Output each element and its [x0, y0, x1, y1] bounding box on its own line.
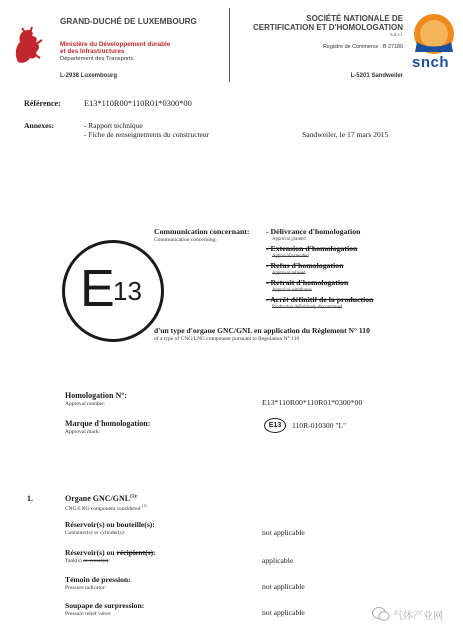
- department-name: Département des Transports: [60, 56, 134, 62]
- lion-crest-logo: [8, 24, 48, 66]
- approval-mark-label: Marque d'homologation:: [65, 419, 151, 428]
- row-container-value: not applicable: [262, 528, 305, 537]
- approval-mark-value: 110R-010300 "L": [292, 421, 347, 430]
- ministry-line-2: et des Infrastructures: [60, 48, 125, 55]
- org-line-1: SOCIÉTÉ NATIONALE DE: [306, 14, 403, 23]
- option-approval-refused: - Refus d'homologation: [266, 261, 344, 270]
- option-production-discontinued-en: Production definitively discontinued: [272, 305, 343, 310]
- section-number: 1.: [27, 494, 33, 503]
- emark-letter: E: [80, 260, 115, 318]
- reference-value: E13*110R00*110R01*0300*00: [84, 99, 192, 108]
- annexes-label: Annexes:: [24, 121, 54, 130]
- option-production-discontinued: - Arrêt définitif de la production: [266, 295, 374, 304]
- row-tank-label: Réservoir(s) ou récipient(s):: [65, 548, 156, 557]
- org-suffix: s.à r.l.: [390, 33, 403, 38]
- approval-number-label-en: Approval number:: [65, 401, 106, 407]
- communication-label-en: Communication concerning:: [154, 237, 217, 243]
- snch-logo: [411, 12, 457, 74]
- section-title-en-text: CNG/LNG component considered: [65, 505, 141, 512]
- header-divider: [229, 8, 230, 82]
- option-approval-granted: - Délivrance d'homologation: [266, 227, 361, 236]
- communication-label: Communication concernant:: [154, 227, 250, 236]
- row-pressure-indicator-value: not applicable: [262, 582, 305, 591]
- section-title-en: [65, 503, 148, 512]
- chat-bubble-icon: [372, 606, 390, 622]
- right-address: L-5201 Sandweiler: [350, 73, 403, 79]
- row-relief-valve-label: Soupape de surpression:: [65, 601, 145, 610]
- row-pressure-indicator-label: Témoin de pression:: [65, 575, 131, 584]
- option-approval-withdrawn: - Retrait d'homologation: [266, 278, 349, 287]
- row-relief-valve-label-en: Pressure relief valve:: [65, 611, 112, 617]
- emark-number: 13: [113, 276, 142, 306]
- approval-mark-badge: E13: [264, 418, 286, 433]
- option-approval-refused-en: Approval refused: [272, 271, 306, 276]
- option-approval-granted-en: Approval granted: [272, 237, 306, 242]
- row-tank-value: applicable: [262, 556, 294, 565]
- approval-mark-label-en: Approval mark:: [65, 429, 100, 435]
- registry-number: Registre de Commerce : B 27180: [323, 44, 403, 50]
- watermark-text: 气体产业网: [393, 610, 443, 622]
- place-date: Sandweiler, le 17 mars 2015: [302, 130, 389, 139]
- reference-label: Référence:: [24, 99, 61, 108]
- approval-number-value: E13*110R00*110R01*0300*00: [262, 398, 363, 407]
- row-tank-label-en: Tank(s) or vessel(s):: [65, 558, 110, 564]
- section-title-sup: (1):: [130, 494, 138, 500]
- option-approval-extended-en: Approval extended: [272, 254, 309, 259]
- regulation-statement: d'un type d'organe GNC/GNL en application du Règlement N° 110: [154, 326, 370, 335]
- ministry-line-1: Ministère du Développement durable: [60, 41, 171, 48]
- annex-item-2: - Fiche de renseignements du constructeur: [84, 130, 209, 139]
- left-address: L-2938 Luxembourg: [60, 73, 118, 79]
- e13-approval-mark: [62, 240, 164, 342]
- approval-number-label: Homologation N°:: [65, 391, 128, 400]
- row-container-label-en: Container(s) or cylinder(s):: [65, 530, 126, 536]
- snch-logo-text: snch: [412, 54, 450, 71]
- country-name: GRAND-DUCHÉ DE LUXEMBOURG: [60, 17, 197, 26]
- section-title-text: Organe GNC/GNL: [65, 494, 131, 503]
- org-line-2: CERTIFICATION ET D'HOMOLOGATION: [252, 23, 403, 32]
- row-pressure-indicator-label-en: Pressure indicator:: [65, 585, 107, 591]
- regulation-statement-en: of a type of CNG/LNG component pursuant to Regulation N° 110: [154, 336, 300, 342]
- section-title: [65, 494, 138, 503]
- row-container-label: Réservoir(s) ou bouteille(s):: [65, 520, 155, 529]
- annex-item-1: - Rapport technique: [84, 121, 143, 130]
- row-relief-valve-value: not applicable: [262, 608, 305, 617]
- watermark: [372, 604, 443, 624]
- option-approval-withdrawn-en: Approval withdrawn: [272, 288, 312, 293]
- option-approval-extended: - Extension d'homologation: [266, 244, 358, 253]
- section-title-en-sup: (1):: [141, 503, 148, 508]
